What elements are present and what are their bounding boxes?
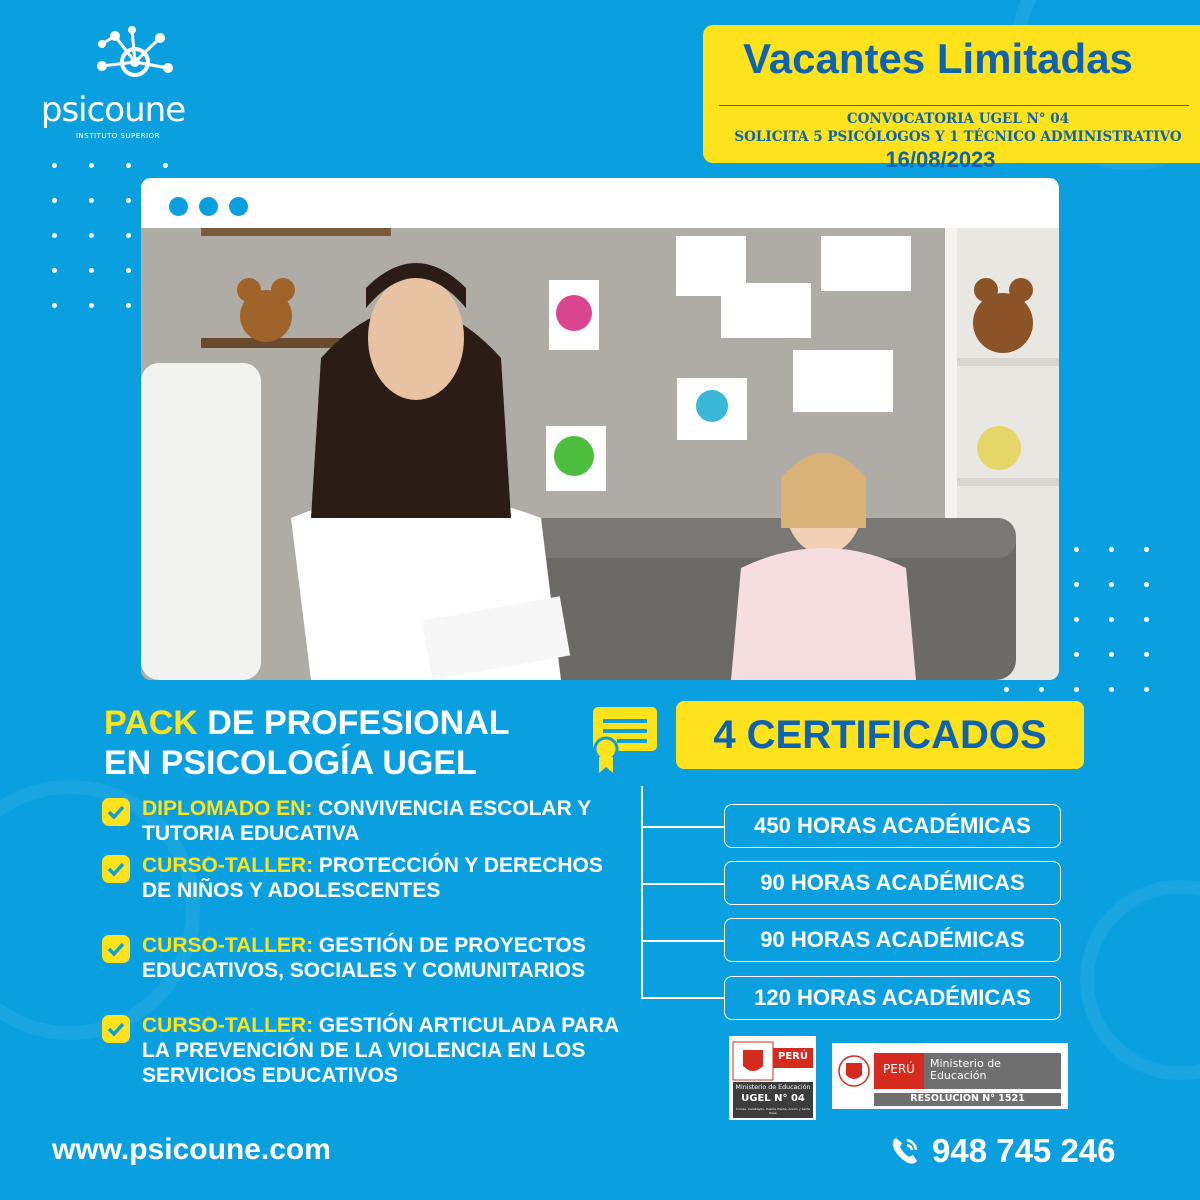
vacancy-banner bbox=[703, 25, 1200, 172]
pack-title-rest: DE PROFESIONAL bbox=[197, 704, 510, 742]
therapy-session-photo bbox=[141, 228, 1059, 680]
course-label: CURSO-TALLER: bbox=[142, 934, 314, 957]
hours-badge: 120 HORAS ACADÉMICAS bbox=[724, 976, 1061, 1020]
banner-title: Vacantes Limitadas bbox=[743, 35, 1133, 82]
connector-line bbox=[641, 786, 643, 998]
checkmark-icon bbox=[102, 798, 130, 826]
course-description: PROTECCIÓN Y DERECHOS DE NIÑOS Y ADOLESCENTES bbox=[142, 854, 603, 902]
course-description: CONVIVENCIA ESCOLAR Y TUTORIA EDUCATIVA bbox=[142, 797, 591, 845]
brand-name: psicoune bbox=[40, 90, 186, 130]
certificate-icon bbox=[591, 705, 659, 775]
connector-line bbox=[641, 826, 724, 828]
ugel-ministry: Ministerio de Educación bbox=[735, 1084, 811, 1091]
course-label: CURSO-TALLER: bbox=[142, 854, 314, 877]
molecule-logo-icon bbox=[90, 22, 180, 92]
course-item bbox=[102, 1013, 622, 1113]
course-description: GESTIÓN DE PROYECTOS EDUCATIVOS, SOCIALES Y COMUNITARIOS bbox=[142, 934, 586, 982]
window-dot-icon bbox=[229, 197, 248, 216]
website-link[interactable]: www.psicoune.com bbox=[52, 1133, 331, 1166]
window-dot-icon bbox=[169, 197, 188, 216]
ugel-name: UGEL N° 04 bbox=[741, 1093, 805, 1104]
minedu-logo bbox=[832, 1043, 1068, 1109]
hours-badge: 450 HORAS ACADÉMICAS bbox=[724, 804, 1061, 848]
hours-badge: 90 HORAS ACADÉMICAS bbox=[724, 861, 1061, 905]
banner-date: 16/08/2023 bbox=[885, 147, 996, 172]
brand-subtitle: INSTITUTO SUPERIOR bbox=[75, 132, 160, 140]
course-item bbox=[102, 853, 622, 928]
browser-title-bar bbox=[141, 178, 1059, 228]
bg-circle-decoration bbox=[1080, 880, 1200, 1080]
hours-badge: 90 HORAS ACADÉMICAS bbox=[724, 918, 1061, 962]
browser-window-frame bbox=[141, 178, 1059, 680]
ugel-country: PERÚ bbox=[778, 1051, 808, 1062]
course-label: CURSO-TALLER: bbox=[142, 1014, 314, 1037]
phone-icon bbox=[888, 1134, 922, 1168]
therapy-session-illustration bbox=[141, 228, 1059, 680]
banner-line-2: SOLICITA 5 PSICÓLOGOS Y 1 TÉCNICO ADMINISTRATIVO bbox=[734, 129, 1182, 145]
connector-line bbox=[641, 940, 724, 942]
course-item bbox=[102, 796, 622, 846]
checkmark-icon bbox=[102, 1015, 130, 1043]
phone-contact[interactable] bbox=[888, 1130, 1168, 1170]
course-item bbox=[102, 933, 622, 1008]
ugel-04-logo bbox=[729, 1036, 816, 1120]
phone-number: 948 745 246 bbox=[932, 1132, 1116, 1169]
minedu-resolution: RESOLUCIÓN N° 1521 bbox=[910, 1093, 1025, 1104]
minedu-country: PERÚ bbox=[883, 1062, 915, 1076]
pack-title bbox=[104, 703, 510, 783]
certificates-count-badge: 4 CERTIFICADOS bbox=[676, 701, 1084, 769]
minedu-ministry: Ministerio de Educación bbox=[930, 1057, 1001, 1082]
pack-title-highlight: PACK bbox=[104, 704, 198, 742]
banner-divider bbox=[719, 105, 1189, 106]
course-description: GESTIÓN ARTICULADA PARA LA PREVENCIÓN DE LA VIOLENCIA EN LOS SERVICIOS EDUCATIVOS bbox=[142, 1014, 619, 1087]
connector-line bbox=[641, 883, 724, 885]
banner-line-1: CONVOCATORIA UGEL N° 04 bbox=[846, 111, 1070, 127]
connector-line bbox=[641, 997, 724, 999]
pack-title-line-2: EN PSICOLOGÍA UGEL bbox=[104, 744, 477, 782]
checkmark-icon bbox=[102, 935, 130, 963]
course-label: DIPLOMADO EN: bbox=[142, 797, 313, 820]
psicoune-logo[interactable] bbox=[38, 22, 198, 140]
checkmark-icon bbox=[102, 855, 130, 883]
window-dot-icon bbox=[199, 197, 218, 216]
ugel-districts: Comas, Carabayllo, Puente Piedra, Ancón y Santa Rosa bbox=[735, 1107, 811, 1115]
